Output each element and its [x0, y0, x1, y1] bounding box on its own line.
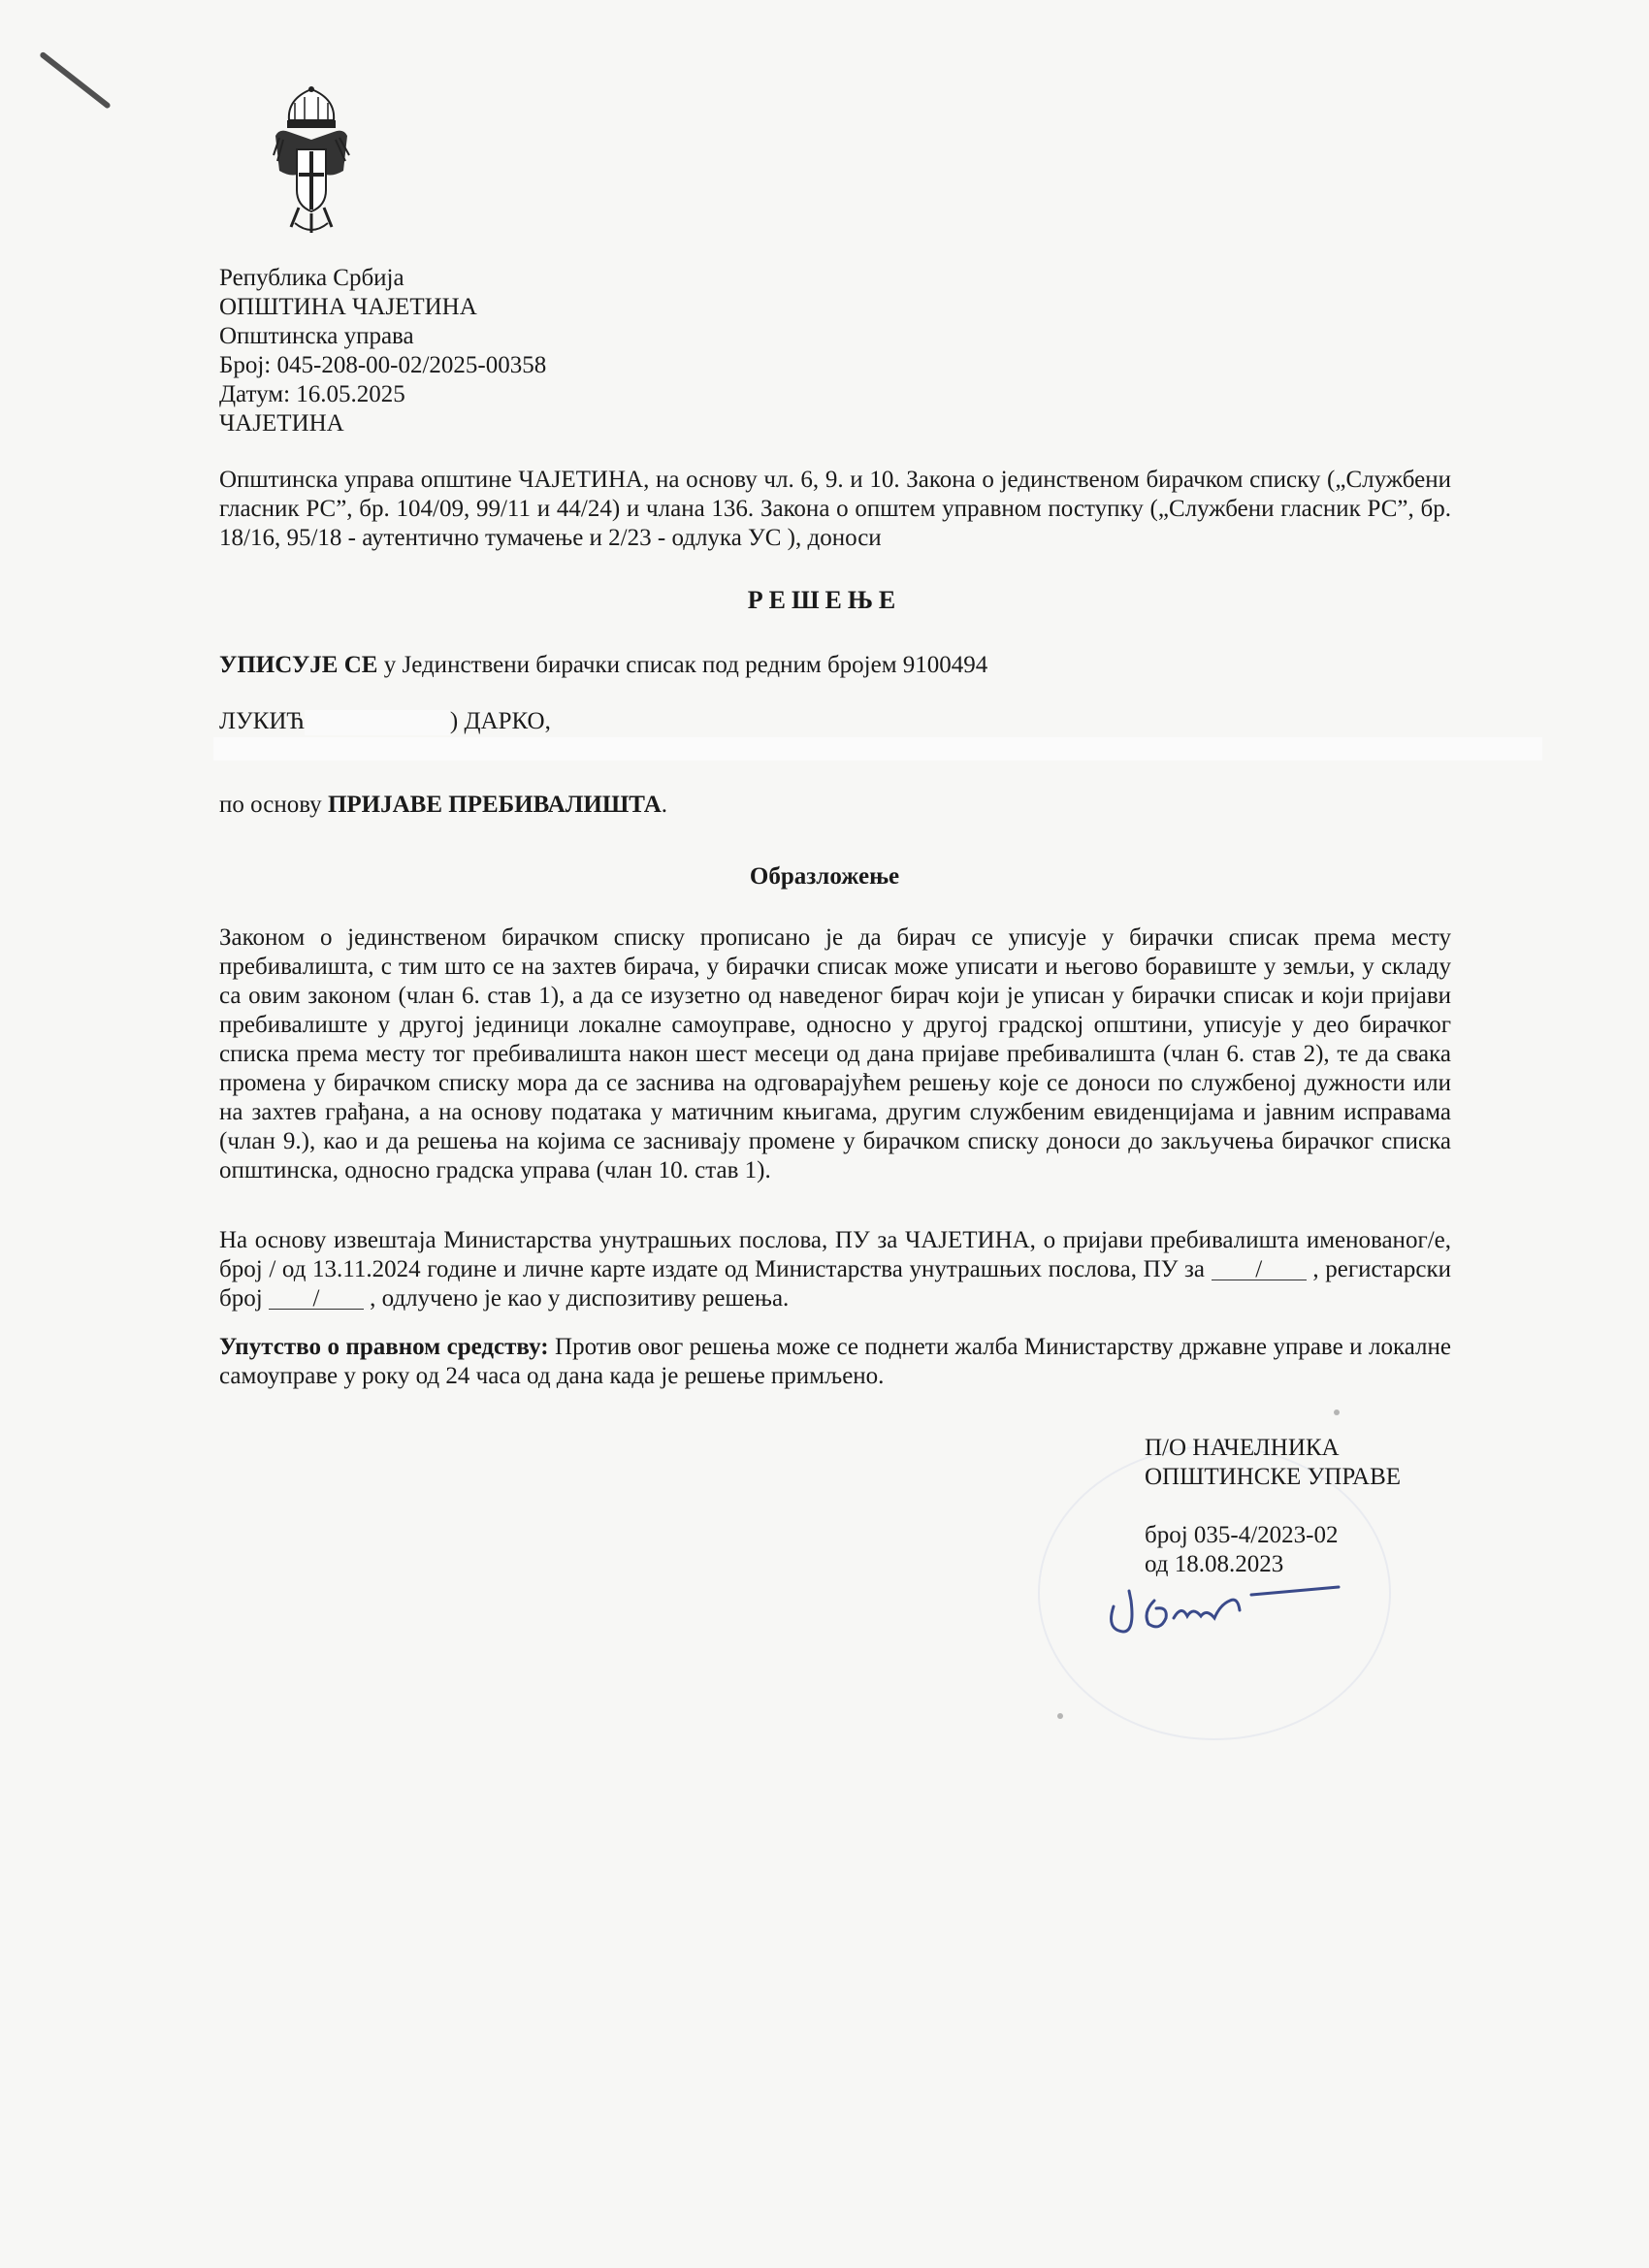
document-date: Датум: 16.05.2025	[219, 381, 405, 407]
person-name	[219, 708, 551, 735]
legal-remedy-heading: Упутство о правном средству:	[219, 1334, 549, 1360]
authorization-number: број 035-4/2023-02	[1145, 1522, 1339, 1548]
signature-block	[1145, 1434, 1401, 1579]
document-place: ЧАЈЕТИНА	[219, 410, 344, 437]
intro-paragraph: Општинска управа општине ЧАЈЕТИНА, на основу чл. 6, 9. и 10. Закона о јединственом бирачком списку („Службени гласник РС”, бр. 104/09, 99/11 и 44/24) и члана 136. Закона о општем управном поступку („Службени гласник РС”, бр. 18/16, 95/18 - аутентично тумачење и 2/23 - одлука УС ), доноси	[219, 467, 1451, 551]
enrollment-text: у Јединствени бирачки списак под редним бројем 9100494	[377, 652, 988, 678]
municipality-name: ОПШТИНА ЧАЈЕТИНА	[219, 294, 477, 320]
basis-statement	[219, 792, 667, 819]
coat-of-arms-icon	[270, 81, 353, 237]
issuer-header	[219, 264, 546, 438]
redacted-field	[305, 710, 450, 735]
country-name: Република Србија	[219, 265, 404, 291]
scan-speck	[1334, 1409, 1340, 1415]
report-text-2: , регистарски број	[219, 1256, 1451, 1312]
registration-gap: /	[269, 1289, 364, 1310]
report-text-3: , одлучено је као у диспозитиву решења.	[363, 1285, 790, 1312]
person-surname: ЛУКИЋ	[219, 708, 305, 734]
report-paragraph	[219, 1226, 1451, 1313]
document-number: Број: 045-208-00-02/2025-00358	[219, 352, 547, 378]
report-text-1: На основу извештаја Министарства унутрашњих послова, ПУ за ЧАЈЕТИНА, о пријави пребивалишта именованог/е, број / од 13.11.2024 године и личне карте издате од Министарства унутрашњих послова, ПУ за	[219, 1227, 1451, 1282]
signatory-title-2: ОПШТИНСКЕ УПРАВЕ	[1145, 1464, 1402, 1490]
reasoning-title: Образложење	[749, 863, 900, 890]
basis-keyword: ПРИЈАВЕ ПРЕБИВАЛИШТА	[327, 792, 662, 818]
decision-title: РЕШЕЊЕ	[747, 586, 902, 614]
scan-speck	[1057, 1713, 1063, 1719]
scan-mark	[39, 51, 112, 110]
redacted-line	[213, 737, 1542, 761]
authorization-date: од 18.08.2023	[1145, 1551, 1284, 1577]
handwritten-signature	[1106, 1562, 1358, 1639]
id-card-gap: /	[1212, 1260, 1307, 1280]
reasoning-paragraph: Законом о јединственом бирачком списку прописано је да бирач се уписује у бирачки списак према месту пребивалишта, с тим што се на захтев бирача, у бирачки списак може уписати и његово боравиште у земљи, у складу са овим законом (члан 6. став 1), а да се изузетно од наведеног бирач који је уписан у бирачки списак и који пријави пребивалиште у другој јединици локалне самоуправе, односно у другој градској општини, уписује у део бирачког списка према месту тог пребивалишта након шест месеци од дана пријаве пребивалишта (члан 6. став 2), те да свака промена у бирачком списку мора да се заснива на одговарајућем решењу које се доноси по службеној дужности или на захтев грађана, а на основу података у матичним књигама, другим службеним евиденцијама и јавним исправама (члан 9.), као и да решења на којима се заснивају промене у бирачком списку доноси до закључења бирачког списка општинска, односно градска управа (члан 10. став 1).	[219, 924, 1451, 1183]
signatory-title-1: П/О НАЧЕЛНИКА	[1145, 1435, 1340, 1461]
legal-remedy-text: Против овог решења може се поднети жалба Министарству државне управе и локалне самоуправе у року од 24 часа од дана када је решење примљено.	[219, 1334, 1451, 1389]
enrollment-keyword: УПИСУЈЕ СЕ	[219, 652, 378, 678]
legal-remedy-paragraph	[219, 1333, 1451, 1391]
basis-prefix: по основу	[219, 792, 328, 818]
office-name: Општинска управа	[219, 323, 414, 349]
enrollment-statement	[219, 652, 987, 679]
person-given-name: ) ДАРКО,	[449, 708, 551, 734]
basis-suffix: .	[661, 792, 668, 818]
